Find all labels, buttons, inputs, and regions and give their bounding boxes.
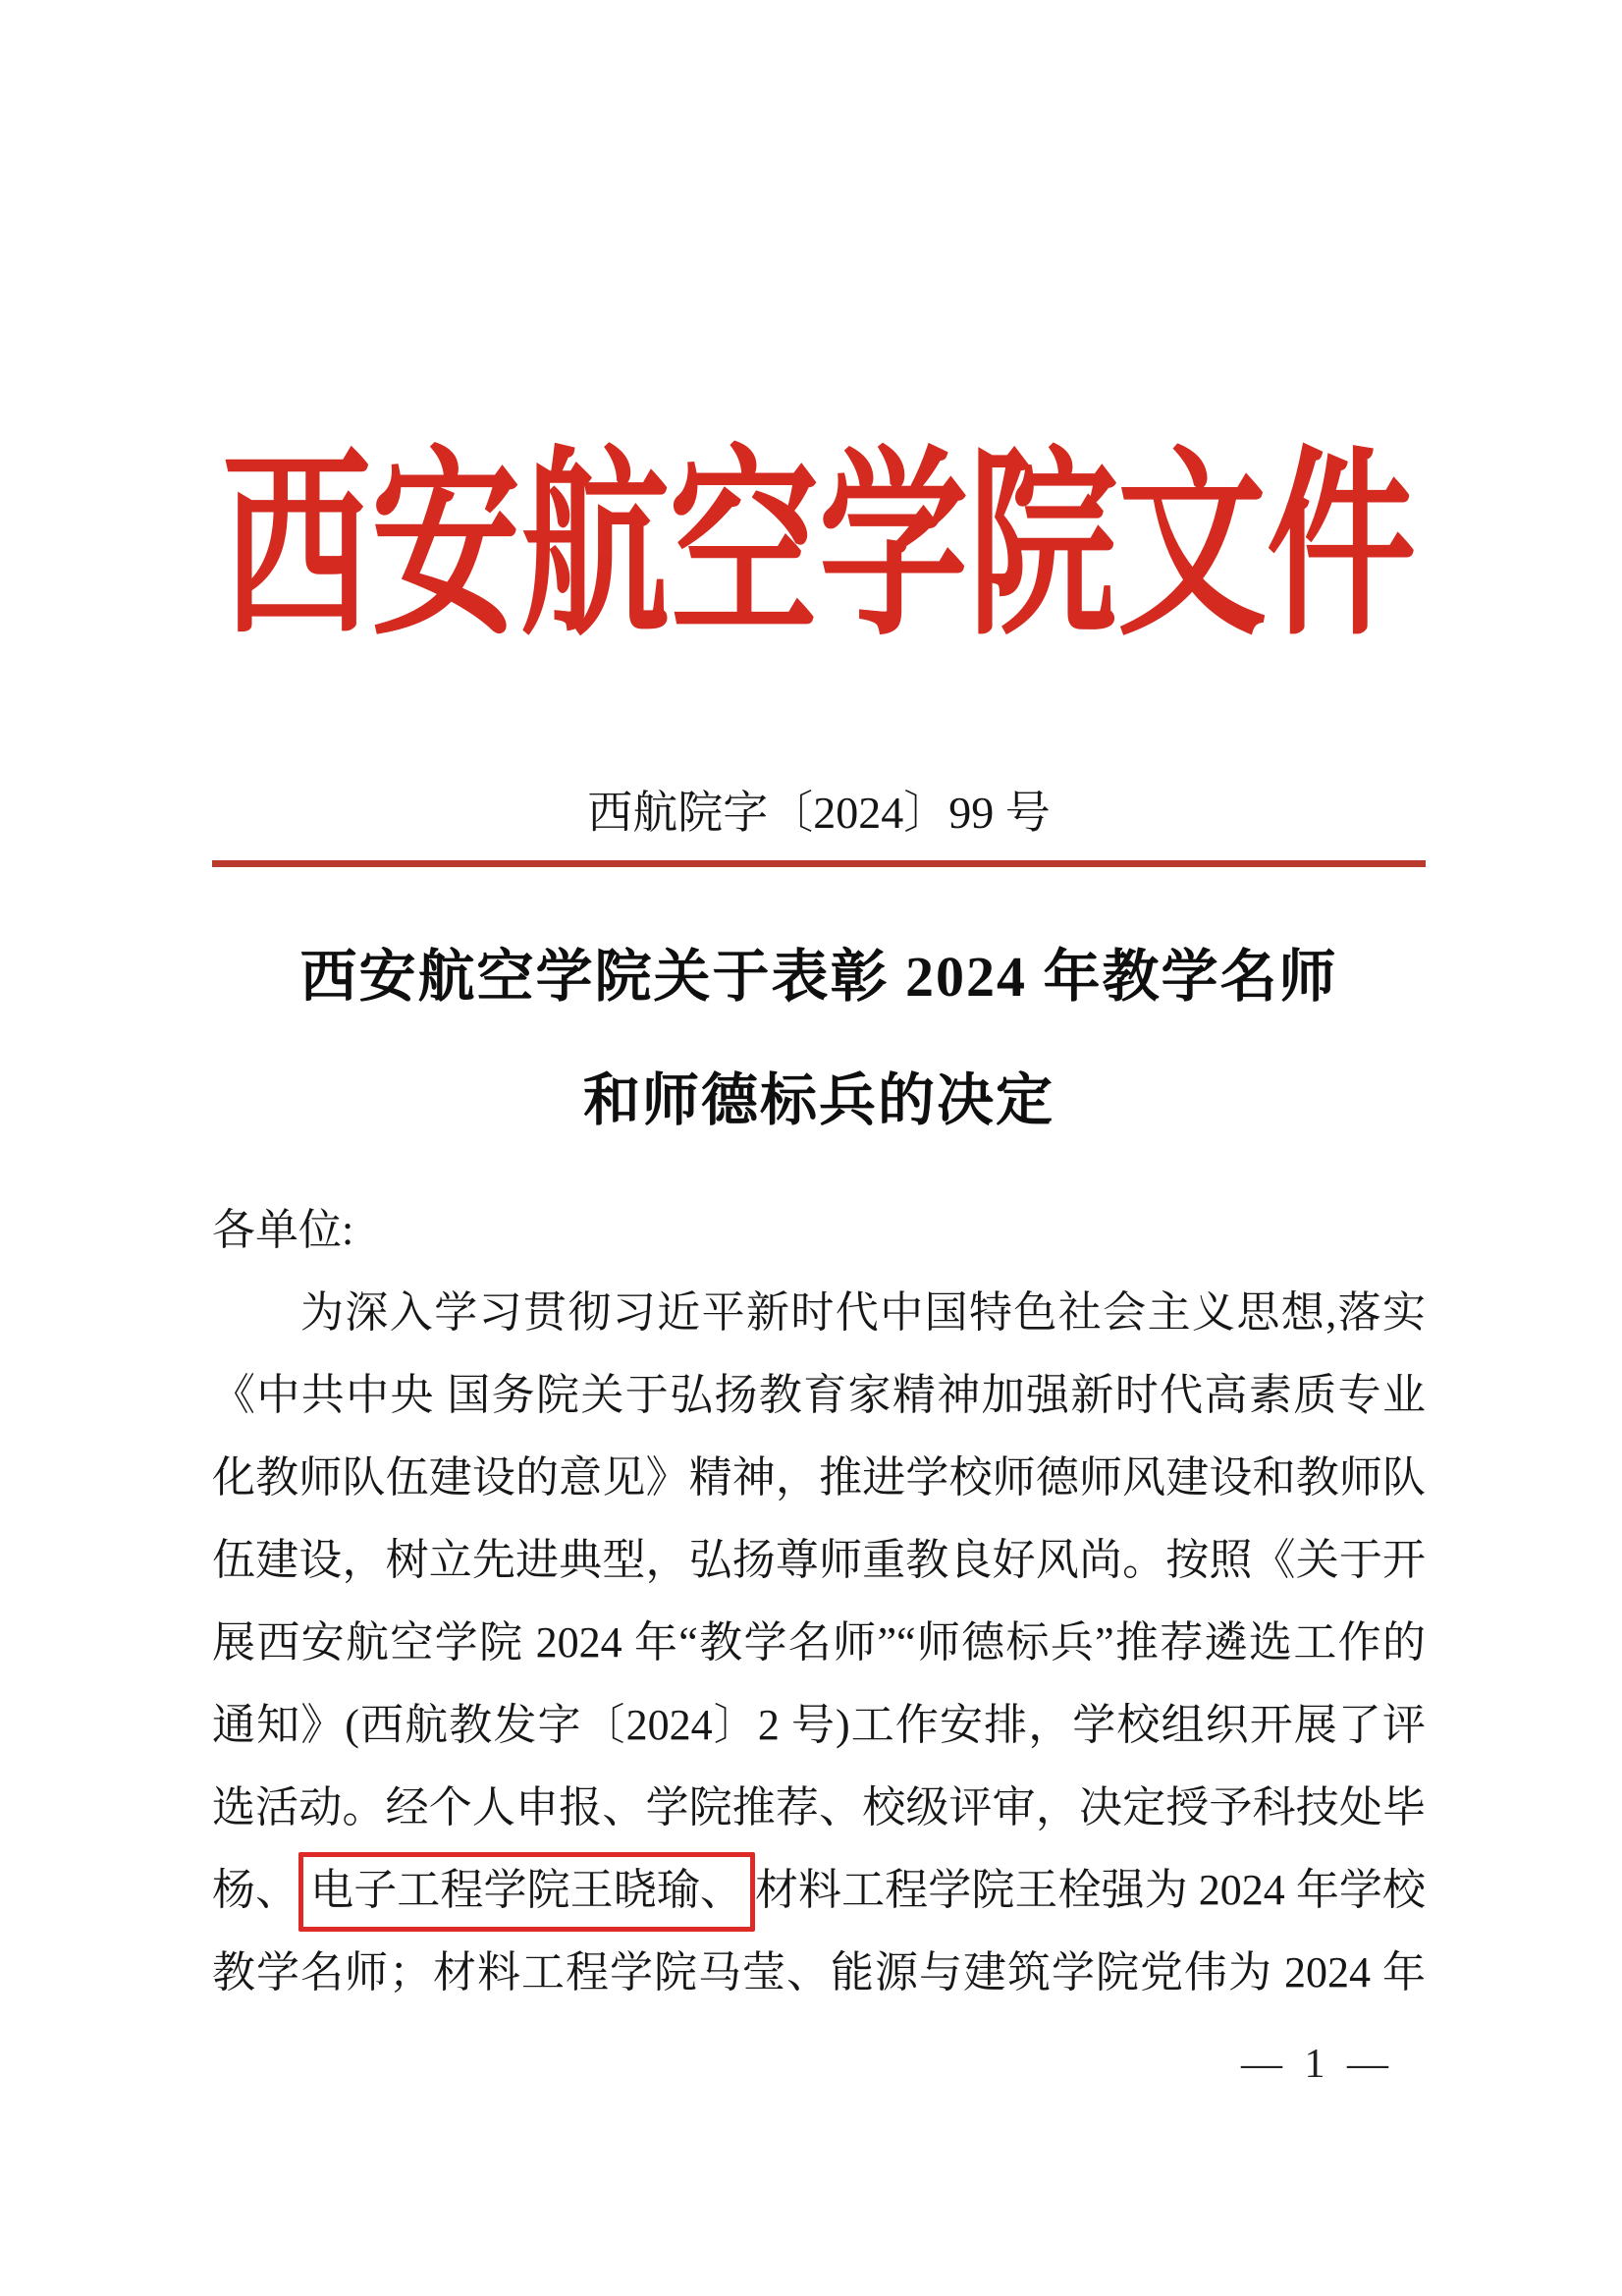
document-title-line-2: 和师德标兵的决定 bbox=[582, 1068, 1054, 1132]
document-header-title: 西安航空学院文件 bbox=[222, 436, 1416, 659]
body-line: 为深入学习贯彻习近平新时代中国特色社会主义思想,落实 bbox=[300, 1288, 1426, 1337]
document-number: 西航院字〔2024〕99 号 bbox=[587, 788, 1051, 838]
body-line: 通知》(西航教发字〔2024〕2 号)工作安排，学校组织开展了评 bbox=[212, 1701, 1426, 1749]
red-divider-line bbox=[212, 860, 1426, 867]
document-body bbox=[212, 1189, 1426, 2014]
body-line-with-highlight bbox=[212, 1849, 1426, 1932]
document-title bbox=[212, 946, 1426, 1132]
body-line: 化教师队伍建设的意见》精神，推进学校师德师风建设和教师队 bbox=[212, 1453, 1426, 1502]
salutation: 各单位: bbox=[212, 1206, 354, 1254]
highlighted-text-box: 电子工程学院王晓瑜、 bbox=[298, 1852, 755, 1932]
body-text-pre-highlight: 杨、 bbox=[212, 1866, 299, 1914]
body-line: 教学名师；材料工程学院马莹、能源与建筑学院党伟为 2024 年 bbox=[212, 1948, 1426, 1996]
body-text-post-highlight: 材料工程学院王栓强为 2024 年学校 bbox=[754, 1866, 1427, 1914]
document-title-line-1: 西安航空学院关于表彰 2024 年教学名师 bbox=[299, 945, 1338, 1009]
body-line: 展西安航空学院 2024 年“教学名师”“师德标兵”推荐遴选工作的 bbox=[212, 1618, 1426, 1667]
page-number: — 1 — bbox=[1241, 2042, 1394, 2087]
body-line: 伍建设，树立先进典型，弘扬尊师重教良好风尚。按照《关于开 bbox=[212, 1536, 1426, 1584]
body-line: 《中共中央 国务院关于弘扬教育家精神加强新时代高素质专业 bbox=[212, 1371, 1426, 1419]
body-line: 选活动。经个人申报、学院推荐、校级评审，决定授予科技处毕 bbox=[212, 1783, 1426, 1831]
